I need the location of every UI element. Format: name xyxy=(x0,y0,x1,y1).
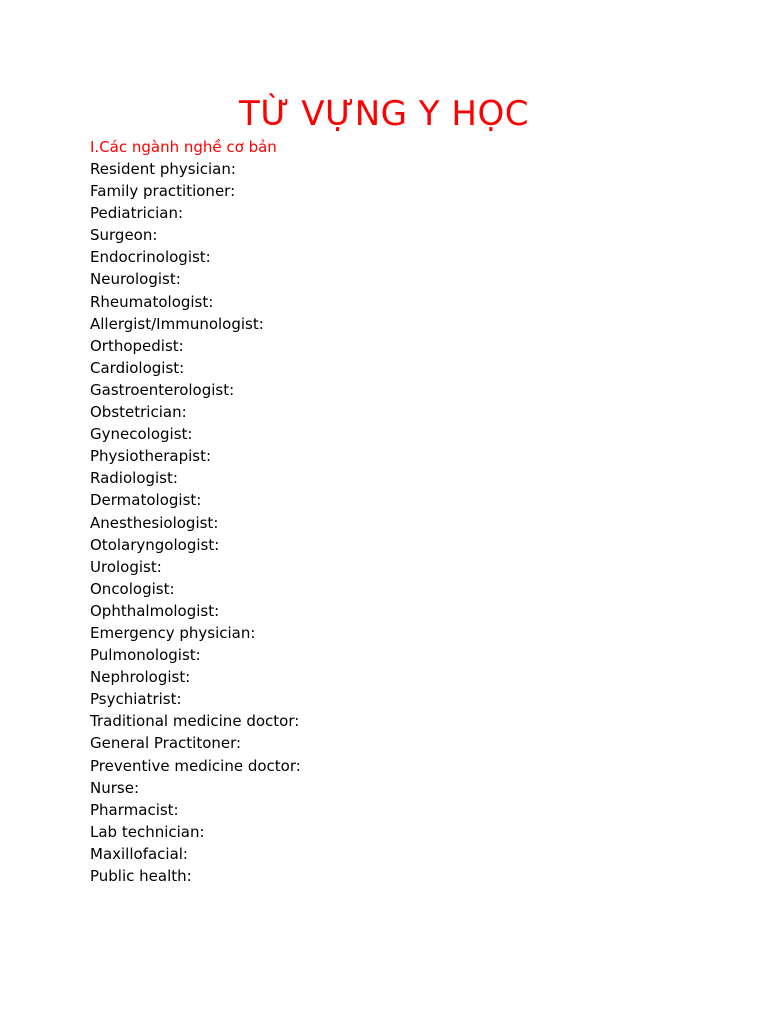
list-item: Nephrologist: xyxy=(90,668,191,687)
list-item: Dermatologist: xyxy=(90,491,202,510)
list-item: Cardiologist: xyxy=(90,358,185,377)
list-item: Pulmonologist: xyxy=(90,646,201,665)
list-item: Endocrinologist: xyxy=(90,248,211,267)
document-title: TỪ VỰNG Y HỌC xyxy=(239,94,529,134)
list-item: Family practitioner: xyxy=(90,182,236,201)
list-item: Resident physician: xyxy=(90,160,236,178)
list-item: Emergency physician: xyxy=(90,623,256,642)
list-item: Otolaryngologist: xyxy=(90,535,220,554)
list-item: Urologist: xyxy=(90,557,162,576)
list-item: Anesthesiologist: xyxy=(90,513,219,532)
list-item: Public health: xyxy=(90,867,192,885)
list-item: Gynecologist: xyxy=(90,425,193,444)
list-item: Gastroenterologist: xyxy=(90,380,235,399)
list-item: Physiotherapist: xyxy=(90,447,212,466)
list-item: Maxillofacial: xyxy=(90,844,188,863)
list-item: Oncologist: xyxy=(90,579,175,598)
list-item: Rheumatologist: xyxy=(90,292,214,311)
list-item: Traditional medicine doctor: xyxy=(90,712,300,731)
list-item: Surgeon: xyxy=(90,226,158,245)
list-item: Pediatrician: xyxy=(90,204,184,223)
list-item: Pharmacist: xyxy=(90,800,179,819)
list-item: Neurologist: xyxy=(90,270,181,289)
list-item: Nurse: xyxy=(90,778,139,797)
list-item: Allergist/Immunologist: xyxy=(90,314,264,333)
list-item: Psychiatrist: xyxy=(90,690,182,709)
list-item: Ophthalmologist: xyxy=(90,601,220,620)
list-item: Obstetrician: xyxy=(90,403,187,422)
list-item: Orthopedist: xyxy=(90,336,184,355)
section-heading: I.Các ngành nghề cơ bản xyxy=(90,138,277,156)
list-item: Lab technician: xyxy=(90,822,205,841)
list-item: Preventive medicine doctor: xyxy=(90,756,301,775)
list-item: General Practitoner: xyxy=(90,734,242,753)
term-list xyxy=(90,158,301,887)
list-item: Radiologist: xyxy=(90,469,178,488)
